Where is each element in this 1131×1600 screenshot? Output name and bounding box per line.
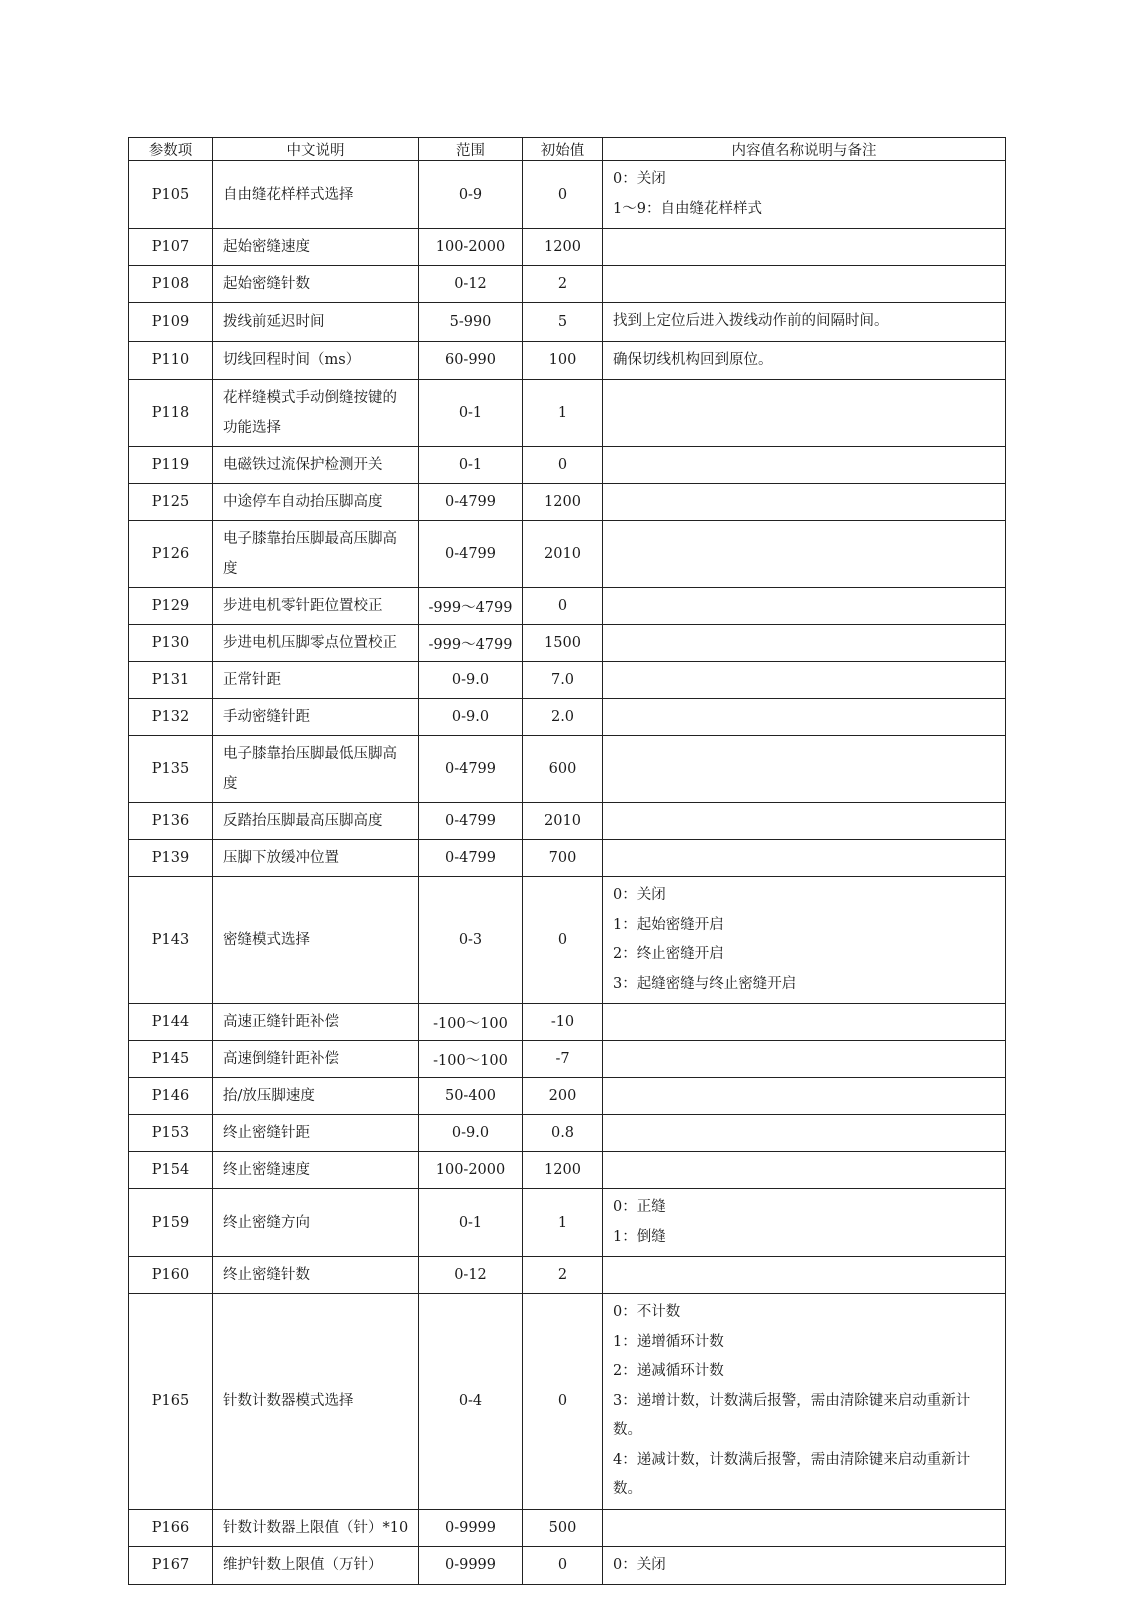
desc-cell: 电磁铁过流保护检测开关 bbox=[213, 447, 419, 484]
desc-cell: 步进电机零针距位置校正 bbox=[213, 588, 419, 625]
range-cell: -999～4799 bbox=[419, 588, 523, 625]
param-cell: P139 bbox=[129, 840, 213, 877]
document-page bbox=[128, 137, 1005, 1585]
table-row bbox=[129, 521, 1006, 588]
init-cell: -7 bbox=[523, 1041, 603, 1078]
note-line: 4：递减计数，计数满后报警，需由清除键来启动重新计数。 bbox=[613, 1451, 971, 1497]
param-cell: P154 bbox=[129, 1152, 213, 1189]
note-line: 2：递减循环计数 bbox=[613, 1363, 724, 1379]
note-line: 1～9：自由缝花样样式 bbox=[613, 200, 762, 217]
param-cell: P143 bbox=[129, 877, 213, 1004]
table-row bbox=[129, 1078, 1006, 1115]
desc-cell: 电子膝靠抬压脚最低压脚高度 bbox=[213, 736, 419, 803]
param-cell: P146 bbox=[129, 1078, 213, 1115]
table-row bbox=[129, 736, 1006, 803]
table-row bbox=[129, 840, 1006, 877]
param-cell: P136 bbox=[129, 803, 213, 840]
note-cell bbox=[603, 699, 1006, 736]
range-cell: 0-4799 bbox=[419, 484, 523, 521]
param-cell: P107 bbox=[129, 229, 213, 266]
desc-cell: 起始密缝针数 bbox=[213, 266, 419, 303]
init-cell: 200 bbox=[523, 1078, 603, 1115]
note-cell bbox=[603, 484, 1006, 521]
note-cell bbox=[603, 1115, 1006, 1152]
desc-cell: 针数计数器模式选择 bbox=[213, 1294, 419, 1510]
table-row bbox=[129, 161, 1006, 229]
range-cell: 100-2000 bbox=[419, 229, 523, 266]
desc-cell: 高速倒缝针距补偿 bbox=[213, 1041, 419, 1078]
range-cell: 0-12 bbox=[419, 1257, 523, 1294]
note-line: 0：关闭 bbox=[613, 1556, 666, 1573]
table-row bbox=[129, 1004, 1006, 1041]
param-cell: P160 bbox=[129, 1257, 213, 1294]
range-cell: 0-1 bbox=[419, 447, 523, 484]
note-cell bbox=[603, 736, 1006, 803]
note-cell bbox=[603, 303, 1006, 342]
desc-cell: 切线回程时间（ms） bbox=[213, 341, 419, 380]
init-cell: 700 bbox=[523, 840, 603, 877]
note-line: 0：不计数 bbox=[613, 1304, 681, 1320]
init-cell: 0 bbox=[523, 161, 603, 229]
init-cell: 100 bbox=[523, 341, 603, 380]
init-cell: 500 bbox=[523, 1509, 603, 1546]
range-cell: 0-4799 bbox=[419, 736, 523, 803]
range-cell: 0-9.0 bbox=[419, 1115, 523, 1152]
note-cell bbox=[603, 588, 1006, 625]
note-cell bbox=[603, 803, 1006, 840]
init-cell: 1500 bbox=[523, 625, 603, 662]
table-row bbox=[129, 1546, 1006, 1585]
table-row bbox=[129, 380, 1006, 447]
note-line: 找到上定位后进入拨线动作前的间隔时间。 bbox=[613, 313, 889, 329]
note-cell bbox=[603, 521, 1006, 588]
desc-cell: 抬/放压脚速度 bbox=[213, 1078, 419, 1115]
table-row bbox=[129, 1152, 1006, 1189]
table-row bbox=[129, 662, 1006, 699]
range-cell: 0-9 bbox=[419, 161, 523, 229]
desc-cell: 压脚下放缓冲位置 bbox=[213, 840, 419, 877]
range-cell: 0-12 bbox=[419, 266, 523, 303]
param-cell: P166 bbox=[129, 1509, 213, 1546]
note-cell bbox=[603, 1189, 1006, 1257]
table-row bbox=[129, 699, 1006, 736]
desc-cell: 反踏抬压脚最高压脚高度 bbox=[213, 803, 419, 840]
init-cell: 0 bbox=[523, 1294, 603, 1510]
parameter-table bbox=[128, 137, 1006, 1585]
desc-cell: 高速正缝针距补偿 bbox=[213, 1004, 419, 1041]
note-line: 2：终止密缝开启 bbox=[613, 946, 724, 962]
table-row bbox=[129, 1041, 1006, 1078]
desc-cell: 终止密缝速度 bbox=[213, 1152, 419, 1189]
table-row bbox=[129, 803, 1006, 840]
range-cell: 0-4 bbox=[419, 1294, 523, 1510]
note-line: 3：起缝密缝与终止密缝开启 bbox=[613, 975, 797, 992]
note-line: 1：起始密缝开启 bbox=[613, 916, 724, 933]
note-cell bbox=[603, 877, 1006, 1004]
note-cell bbox=[603, 1004, 1006, 1041]
note-line: 0：关闭 bbox=[613, 887, 666, 903]
note-line: 1：递增循环计数 bbox=[613, 1333, 724, 1350]
param-cell: P132 bbox=[129, 699, 213, 736]
range-cell: -100～100 bbox=[419, 1041, 523, 1078]
table-row bbox=[129, 1189, 1006, 1257]
init-cell: 1 bbox=[523, 1189, 603, 1257]
param-cell: P153 bbox=[129, 1115, 213, 1152]
range-cell: 0-1 bbox=[419, 380, 523, 447]
init-cell: 2010 bbox=[523, 803, 603, 840]
table-row bbox=[129, 1257, 1006, 1294]
note-cell bbox=[603, 341, 1006, 380]
range-cell: 60-990 bbox=[419, 341, 523, 380]
note-cell bbox=[603, 1294, 1006, 1510]
desc-cell: 手动密缝针距 bbox=[213, 699, 419, 736]
note-line: 确保切线机构回到原位。 bbox=[613, 351, 773, 368]
note-cell bbox=[603, 380, 1006, 447]
note-cell bbox=[603, 1509, 1006, 1546]
table-row bbox=[129, 484, 1006, 521]
desc-cell: 步进电机压脚零点位置校正 bbox=[213, 625, 419, 662]
init-cell: -10 bbox=[523, 1004, 603, 1041]
table-row bbox=[129, 341, 1006, 380]
param-cell: P110 bbox=[129, 341, 213, 380]
desc-cell: 终止密缝针距 bbox=[213, 1115, 419, 1152]
header-desc: 中文说明 bbox=[213, 138, 419, 161]
desc-cell: 终止密缝方向 bbox=[213, 1189, 419, 1257]
init-cell: 600 bbox=[523, 736, 603, 803]
note-line: 0：正缝 bbox=[613, 1199, 666, 1215]
note-cell bbox=[603, 1546, 1006, 1585]
table-row bbox=[129, 1115, 1006, 1152]
init-cell: 0 bbox=[523, 588, 603, 625]
note-cell bbox=[603, 1257, 1006, 1294]
note-cell bbox=[603, 662, 1006, 699]
range-cell: 0-9.0 bbox=[419, 662, 523, 699]
param-cell: P119 bbox=[129, 447, 213, 484]
init-cell: 0 bbox=[523, 1546, 603, 1585]
table-row bbox=[129, 588, 1006, 625]
note-cell bbox=[603, 1152, 1006, 1189]
table-body bbox=[129, 161, 1006, 1585]
param-cell: P129 bbox=[129, 588, 213, 625]
note-cell bbox=[603, 1041, 1006, 1078]
param-cell: P109 bbox=[129, 303, 213, 342]
header-param: 参数项 bbox=[129, 138, 213, 161]
desc-cell: 针数计数器上限值（针）*10 bbox=[213, 1509, 419, 1546]
param-cell: P167 bbox=[129, 1546, 213, 1585]
table-row bbox=[129, 229, 1006, 266]
header-range: 范围 bbox=[419, 138, 523, 161]
note-line: 3：递增计数，计数满后报警，需由清除键来启动重新计数。 bbox=[613, 1392, 971, 1438]
note-line: 1：倒缝 bbox=[613, 1228, 666, 1245]
note-cell bbox=[603, 161, 1006, 229]
range-cell: 0-9.0 bbox=[419, 699, 523, 736]
init-cell: 1200 bbox=[523, 484, 603, 521]
table-row bbox=[129, 625, 1006, 662]
note-cell bbox=[603, 625, 1006, 662]
param-cell: P118 bbox=[129, 380, 213, 447]
table-header-row bbox=[129, 138, 1006, 161]
init-cell: 1200 bbox=[523, 229, 603, 266]
init-cell: 1200 bbox=[523, 1152, 603, 1189]
param-cell: P105 bbox=[129, 161, 213, 229]
range-cell: -999～4799 bbox=[419, 625, 523, 662]
init-cell: 2.0 bbox=[523, 699, 603, 736]
init-cell: 0 bbox=[523, 447, 603, 484]
note-cell bbox=[603, 229, 1006, 266]
param-cell: P125 bbox=[129, 484, 213, 521]
range-cell: 0-4799 bbox=[419, 803, 523, 840]
desc-cell: 正常针距 bbox=[213, 662, 419, 699]
param-cell: P135 bbox=[129, 736, 213, 803]
desc-cell: 终止密缝针数 bbox=[213, 1257, 419, 1294]
range-cell: 0-4799 bbox=[419, 840, 523, 877]
table-row bbox=[129, 266, 1006, 303]
param-cell: P130 bbox=[129, 625, 213, 662]
desc-cell: 中途停车自动抬压脚高度 bbox=[213, 484, 419, 521]
table-row bbox=[129, 877, 1006, 1004]
range-cell: 0-9999 bbox=[419, 1509, 523, 1546]
desc-cell: 维护针数上限值（万针） bbox=[213, 1546, 419, 1585]
desc-cell: 起始密缝速度 bbox=[213, 229, 419, 266]
init-cell: 0.8 bbox=[523, 1115, 603, 1152]
init-cell: 2010 bbox=[523, 521, 603, 588]
table-row bbox=[129, 447, 1006, 484]
init-cell: 5 bbox=[523, 303, 603, 342]
range-cell: 0-3 bbox=[419, 877, 523, 1004]
param-cell: P108 bbox=[129, 266, 213, 303]
range-cell: 0-9999 bbox=[419, 1546, 523, 1585]
param-cell: P159 bbox=[129, 1189, 213, 1257]
range-cell: 100-2000 bbox=[419, 1152, 523, 1189]
param-cell: P165 bbox=[129, 1294, 213, 1510]
param-cell: P144 bbox=[129, 1004, 213, 1041]
desc-cell: 密缝模式选择 bbox=[213, 877, 419, 1004]
init-cell: 2 bbox=[523, 266, 603, 303]
range-cell: 50-400 bbox=[419, 1078, 523, 1115]
init-cell: 7.0 bbox=[523, 662, 603, 699]
param-cell: P131 bbox=[129, 662, 213, 699]
note-cell bbox=[603, 447, 1006, 484]
range-cell: 0-1 bbox=[419, 1189, 523, 1257]
table-row bbox=[129, 1294, 1006, 1510]
note-line: 0：关闭 bbox=[613, 171, 666, 187]
desc-cell: 电子膝靠抬压脚最高压脚高度 bbox=[213, 521, 419, 588]
note-cell bbox=[603, 840, 1006, 877]
desc-cell: 拨线前延迟时间 bbox=[213, 303, 419, 342]
note-cell bbox=[603, 266, 1006, 303]
header-init: 初始值 bbox=[523, 138, 603, 161]
header-note: 内容值名称说明与备注 bbox=[603, 138, 1006, 161]
range-cell: -100～100 bbox=[419, 1004, 523, 1041]
init-cell: 1 bbox=[523, 380, 603, 447]
range-cell: 0-4799 bbox=[419, 521, 523, 588]
param-cell: P145 bbox=[129, 1041, 213, 1078]
table-row bbox=[129, 303, 1006, 342]
table-row bbox=[129, 1509, 1006, 1546]
desc-cell: 花样缝模式手动倒缝按键的功能选择 bbox=[213, 380, 419, 447]
desc-cell: 自由缝花样样式选择 bbox=[213, 161, 419, 229]
param-cell: P126 bbox=[129, 521, 213, 588]
init-cell: 2 bbox=[523, 1257, 603, 1294]
init-cell: 0 bbox=[523, 877, 603, 1004]
note-cell bbox=[603, 1078, 1006, 1115]
range-cell: 5-990 bbox=[419, 303, 523, 342]
